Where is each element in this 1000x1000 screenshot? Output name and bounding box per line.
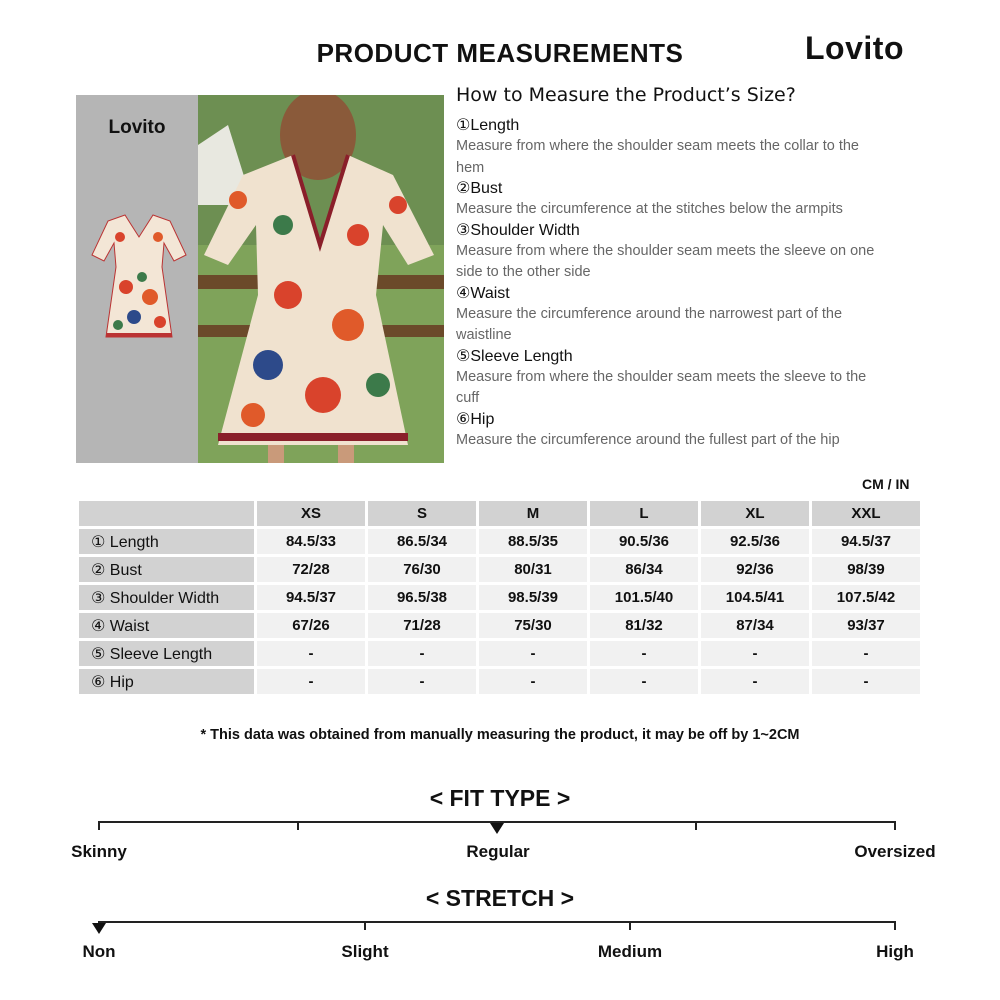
page-title: PRODUCT MEASUREMENTS	[316, 38, 684, 68]
stretch-title: < STRETCH >	[425, 885, 575, 911]
table-cell: 90.5/36	[590, 529, 698, 554]
table-cell: 88.5/35	[479, 529, 587, 554]
table-cell: -	[257, 669, 365, 694]
stretch-tick	[364, 921, 366, 930]
row-label: ⑤ Sleeve Length	[79, 641, 254, 666]
table-header-row	[79, 501, 920, 526]
guide-item-length-desc: Measure from where the shoulder seam meets the collar to the hem	[456, 138, 859, 176]
table-cell: -	[701, 669, 809, 694]
table-cell: -	[368, 641, 476, 666]
stretch-label-medium: Medium	[597, 942, 663, 961]
table-cell: 101.5/40	[590, 585, 698, 610]
table-cell: -	[812, 669, 920, 694]
table-cell: 96.5/38	[368, 585, 476, 610]
stretch-tick	[894, 921, 896, 930]
table-cell: 84.5/33	[257, 529, 365, 554]
table-cell: -	[479, 669, 587, 694]
size-header: S	[368, 501, 476, 526]
row-label: ① Length	[79, 529, 254, 554]
table-row	[79, 557, 920, 582]
row-label: ③ Shoulder Width	[79, 585, 254, 610]
table-cell: 87/34	[701, 613, 809, 638]
guide-item-shoulder-label: ③Shoulder Width	[456, 221, 580, 239]
stretch-scale-line	[98, 921, 896, 923]
table-cell: 98/39	[812, 557, 920, 582]
guide-item-length-label: ①Length	[456, 117, 520, 134]
guide-item-sleeve-label: ⑤Sleeve Length	[456, 347, 573, 365]
fit-type-title: < FIT TYPE >	[429, 785, 571, 811]
stretch-marker-icon	[92, 923, 106, 934]
table-cell: 107.5/42	[812, 585, 920, 610]
size-header: M	[479, 501, 587, 526]
table-cell: 86.5/34	[368, 529, 476, 554]
guide-item-waist-desc: Measure the circumference around the narrowest part of the waistline	[456, 305, 843, 343]
guide-item-sleeve-desc: Measure from where the shoulder seam meets the sleeve to the cuff	[456, 368, 867, 406]
table-cell: -	[479, 641, 587, 666]
table-cell: 71/28	[368, 613, 476, 638]
panel-brand-logo: Lovito	[108, 117, 166, 138]
table-cell: 67/26	[257, 613, 365, 638]
fit-label-oversized: Oversized	[854, 842, 936, 861]
table-cell: 81/32	[590, 613, 698, 638]
table-row	[79, 613, 920, 638]
fit-label-regular: Regular	[466, 842, 530, 861]
size-header: XL	[701, 501, 809, 526]
table-cell: -	[257, 641, 365, 666]
fit-type-marker-icon	[490, 823, 504, 834]
table-cell: 76/30	[368, 557, 476, 582]
guide-item-waist-label: ④Waist	[456, 284, 510, 302]
size-header: XXL	[812, 501, 920, 526]
size-header: L	[590, 501, 698, 526]
row-label: ⑥ Hip	[79, 669, 254, 694]
table-row	[79, 641, 920, 666]
stretch-label-high: High	[876, 942, 914, 961]
units-label: CM / IN	[862, 476, 910, 492]
fit-type-tick	[695, 821, 697, 830]
guide-item-bust-desc: Measure the circumference at the stitches below the armpits	[456, 201, 843, 217]
fit-type-tick	[98, 821, 100, 830]
table-cell: 94.5/37	[257, 585, 365, 610]
product-image-panel	[76, 95, 444, 463]
guide-title: How to Measure the Product’s Size?	[456, 84, 796, 106]
table-cell: 72/28	[257, 557, 365, 582]
size-table	[76, 498, 923, 697]
table-cell: 92.5/36	[701, 529, 809, 554]
row-label: ④ Waist	[79, 613, 254, 638]
dress-thumbnail	[90, 207, 188, 347]
table-cell: 98.5/39	[479, 585, 587, 610]
table-cell: 92/36	[701, 557, 809, 582]
stretch-label-non: Non	[82, 942, 116, 961]
table-cell: -	[701, 641, 809, 666]
brand-logo: Lovito	[805, 30, 904, 66]
table-cell: -	[590, 669, 698, 694]
table-cell: 104.5/41	[701, 585, 809, 610]
table-cell: -	[368, 669, 476, 694]
guide-item-hip-label: ⑥Hip	[456, 410, 495, 428]
table-cell: 93/37	[812, 613, 920, 638]
fit-type-tick	[297, 821, 299, 830]
stretch-tick	[629, 921, 631, 930]
table-cell: -	[812, 641, 920, 666]
row-label: ② Bust	[79, 557, 254, 582]
table-cell: 80/31	[479, 557, 587, 582]
fit-label-skinny: Skinny	[71, 842, 127, 861]
table-row	[79, 529, 920, 554]
stretch-label-slight: Slight	[341, 942, 389, 961]
guide-item-hip-desc: Measure the circumference around the fullest part of the hip	[456, 431, 840, 448]
measurement-note: * This data was obtained from manually measuring the product, it may be off by 1~2CM	[200, 727, 800, 743]
table-cell: 75/30	[479, 613, 587, 638]
guide-item-bust-label: ②Bust	[456, 180, 503, 197]
table-cell: 86/34	[590, 557, 698, 582]
table-row	[79, 585, 920, 610]
size-header: XS	[257, 501, 365, 526]
table-row	[79, 669, 920, 694]
guide-item-shoulder-desc: Measure from where the shoulder seam meets the sleeve on one side to the other side	[456, 242, 875, 280]
measuring-guide	[456, 84, 886, 451]
model-photo	[198, 95, 444, 463]
table-cell: 94.5/37	[812, 529, 920, 554]
table-cell: -	[590, 641, 698, 666]
table-corner-cell	[79, 501, 254, 526]
fit-type-tick	[894, 821, 896, 830]
